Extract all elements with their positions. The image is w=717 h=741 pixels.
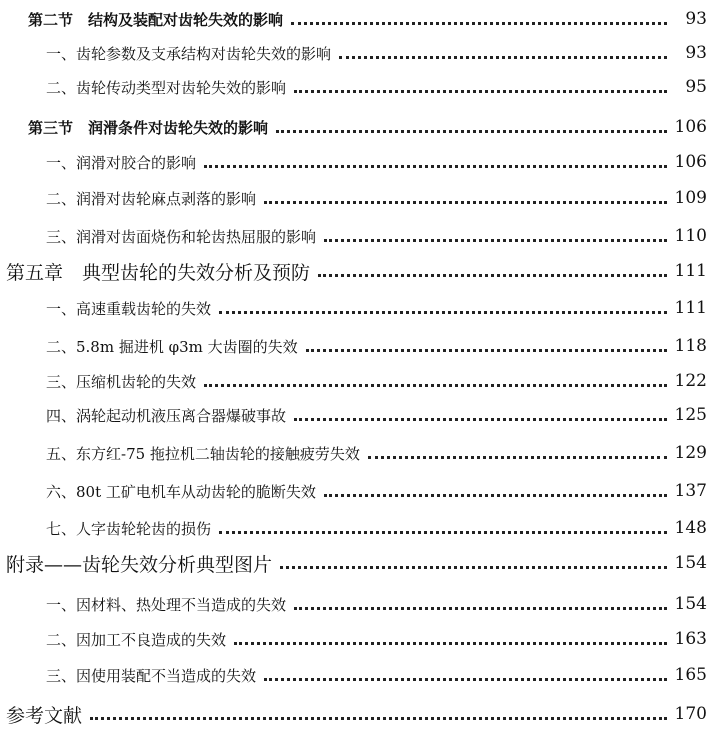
toc-entry-title: 二、因加工不良造成的失效 [46, 630, 227, 649]
toc-entry-section [0, 4, 717, 34]
toc-entry-title: 一、润滑对胶合的影响 [46, 153, 197, 172]
dot-leader [291, 22, 667, 25]
toc-entry-item [0, 183, 717, 213]
dot-leader [204, 165, 667, 168]
toc-entry-item [0, 400, 717, 430]
toc-entry-page: 111 [674, 298, 707, 318]
toc-entry-page: 154 [674, 594, 707, 614]
dot-leader [280, 566, 667, 569]
toc-entry-page: 148 [674, 518, 707, 538]
dot-leader [306, 349, 667, 352]
dot-leader [264, 201, 667, 204]
toc-entry-page: 109 [674, 188, 707, 208]
toc-entry-item [0, 366, 717, 396]
toc-entry-page: 165 [674, 665, 707, 685]
toc-entry-title: 五、东方红-75 拖拉机二轴齿轮的接触疲劳失效 [46, 444, 360, 463]
dot-leader [339, 56, 667, 59]
toc-entry-item [0, 38, 717, 68]
dot-leader [219, 531, 667, 534]
toc-entry-item [0, 589, 717, 619]
toc-entry-chapter [0, 256, 717, 286]
dot-leader [234, 642, 667, 645]
toc-entry-title: 二、润滑对齿轮麻点剥落的影响 [46, 189, 257, 208]
toc-entry-item [0, 438, 717, 468]
toc-entry-page: 137 [674, 481, 707, 501]
toc-entry-item [0, 293, 717, 323]
toc-entry-title: 参考文献 [6, 704, 83, 727]
toc-entry-item [0, 476, 717, 506]
dot-leader [219, 311, 667, 314]
toc-entry-page: 93 [685, 43, 707, 63]
toc-entry-page: 129 [674, 443, 707, 463]
toc-entry-item [0, 624, 717, 654]
toc-entry-page: 163 [674, 629, 707, 649]
toc-entry-page: 95 [685, 77, 707, 97]
toc-entry-title: 三、因使用装配不当造成的失效 [46, 666, 257, 685]
toc-entry-page: 118 [674, 336, 707, 356]
dot-leader [204, 384, 667, 387]
toc-entry-title: 七、人字齿轮轮齿的损伤 [46, 519, 212, 538]
toc-entry-section [0, 112, 717, 142]
toc-entry-title: 一、高速重载齿轮的失效 [46, 299, 212, 318]
toc-entry-item [0, 331, 717, 361]
toc-entry-page: 170 [674, 704, 707, 724]
dot-leader [318, 274, 667, 277]
toc-entry-item [0, 72, 717, 102]
toc-entry-page: 122 [674, 371, 707, 391]
toc-entry-page: 106 [674, 152, 707, 172]
toc-entry-title: 四、涡轮起动机液压离合器爆破事故 [46, 406, 287, 425]
toc-entry-page: 106 [674, 117, 707, 137]
toc-entry-page: 93 [685, 9, 707, 29]
dot-leader [294, 607, 667, 610]
toc-entry-title: 二、5.8m 掘进机 φ3m 大齿圈的失效 [46, 337, 298, 356]
toc-entry-title: 三、压缩机齿轮的失效 [46, 372, 197, 391]
toc-entry-title: 一、因材料、热处理不当造成的失效 [46, 595, 287, 614]
toc-entry-page: 125 [674, 405, 707, 425]
toc-entry-item [0, 660, 717, 690]
dot-leader [294, 418, 667, 421]
toc-entry-title: 三、润滑对齿面烧伤和轮齿热屈服的影响 [46, 227, 317, 246]
toc-entry-title: 六、80t 工矿电机车从动齿轮的脆断失效 [46, 482, 316, 501]
toc-entry-appendix [0, 548, 717, 578]
toc-entry-item [0, 513, 717, 543]
dot-leader [264, 678, 667, 681]
toc-entry-item [0, 221, 717, 251]
toc-entry-title: 二、齿轮传动类型对齿轮失效的影响 [46, 78, 287, 97]
toc-entry-title: 第二节 结构及装配对齿轮失效的影响 [28, 10, 284, 29]
toc-entry-item [0, 147, 717, 177]
toc-entry-title: 一、齿轮参数及支承结构对齿轮失效的影响 [46, 44, 332, 63]
dot-leader [294, 90, 667, 93]
toc-entry-title: 第五章 典型齿轮的失效分析及预防 [6, 261, 311, 284]
dot-leader [324, 239, 667, 242]
dot-leader [90, 717, 667, 720]
toc-entry-page: 154 [674, 553, 707, 573]
toc-entry-page: 111 [674, 261, 707, 281]
dot-leader [276, 130, 667, 133]
toc-entry-title: 第三节 润滑条件对齿轮失效的影响 [28, 118, 269, 137]
toc-entry-title: 附录——齿轮失效分析典型图片 [6, 553, 273, 576]
toc-entry-references [0, 699, 717, 729]
dot-leader [368, 456, 667, 459]
dot-leader [324, 494, 667, 497]
toc-entry-page: 110 [674, 226, 707, 246]
